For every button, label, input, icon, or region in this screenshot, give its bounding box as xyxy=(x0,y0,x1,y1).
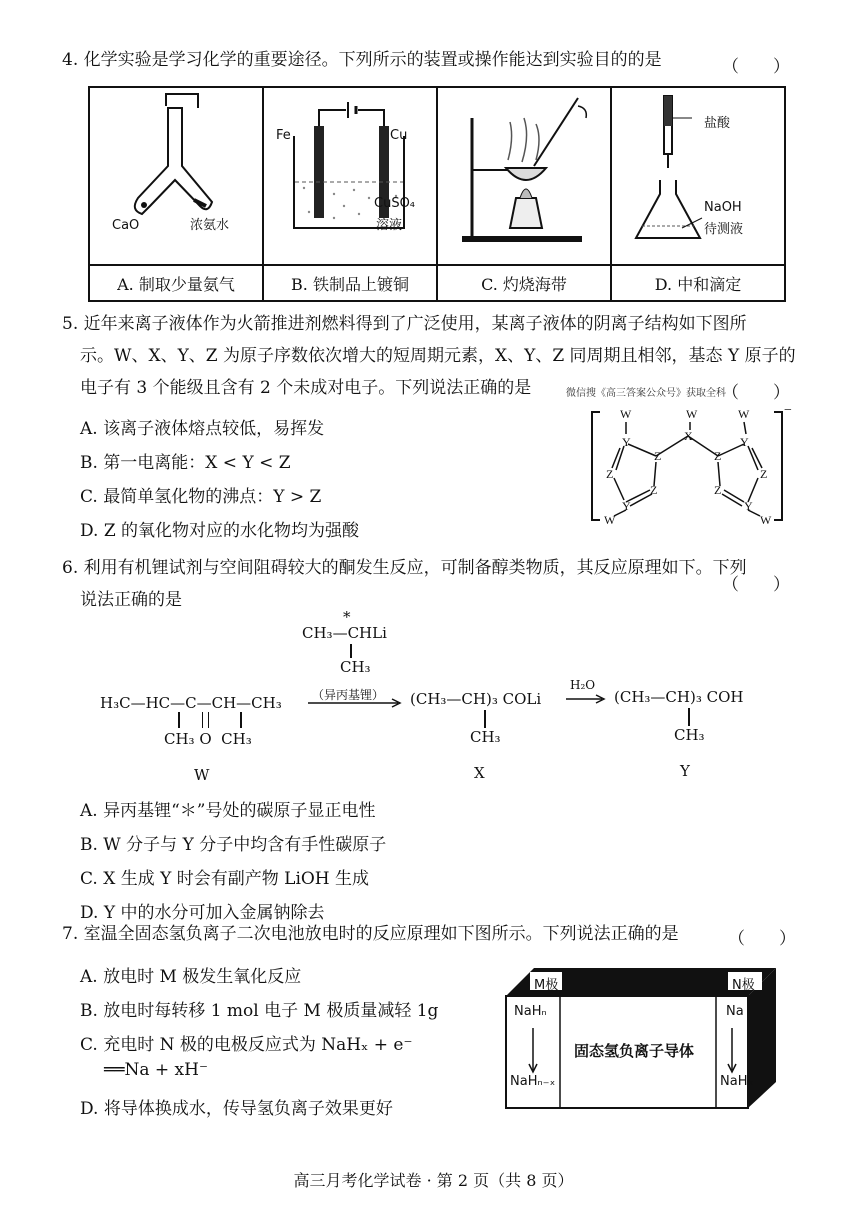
anion-charge: − xyxy=(784,403,792,418)
atom-z6: Z xyxy=(714,483,722,497)
caption-d: D. 中和滴定 xyxy=(611,265,785,301)
compound-y-sub: CH₃ xyxy=(674,726,705,744)
evaporating-dish-burner-icon xyxy=(438,88,610,264)
q7-stem: 7. 室温全固态氢负离子二次电池放电时的反应原理如下图所示。下列说法正确的是 xyxy=(62,924,679,944)
q5-stem-line1: 5. 近年来离子液体作为火箭推进剂燃料得到了广泛使用，某离子液体的阴离子结构如下图所 xyxy=(62,314,747,334)
reagent-name: （异丙基锂） xyxy=(312,688,385,702)
atom-y1: Y xyxy=(622,435,631,449)
q4-apparatus-table xyxy=(88,86,786,302)
q7-option-b: B. 放电时每转移 1 mol 电子 M 极质量减轻 1g xyxy=(80,1001,439,1021)
atom-w1: W xyxy=(620,407,632,421)
reagent-star: * xyxy=(343,608,351,626)
m-top-species: NaHₙ xyxy=(514,1004,547,1019)
apparatus-b xyxy=(264,88,436,264)
cu-label: Cu xyxy=(390,128,408,143)
n-bottom-species: NaHₓ xyxy=(720,1074,754,1089)
fe-label: Fe xyxy=(276,128,291,143)
reagent-formula: CH₃—CHLi xyxy=(302,624,387,642)
compound-y-main: (CH₃—CH)₃ COH xyxy=(614,688,744,706)
m-bottom-species: NaHₙ₋ₓ xyxy=(510,1074,556,1089)
solution-label: 溶液 xyxy=(376,218,403,233)
q5-answer-paren: （ ） xyxy=(722,383,790,403)
atom-z2: Z xyxy=(714,449,722,463)
q6-stem-line2: 说法正确的是 xyxy=(80,590,182,610)
atom-y3: Y xyxy=(622,499,631,513)
atom-x: X xyxy=(684,429,693,443)
atom-z5: Z xyxy=(650,483,658,497)
q6-stem-line1: 6. 利用有机锂试剂与空间阻碍较大的酮发生反应，可制备醇类物质，其反应原理如下。下列 xyxy=(62,558,747,578)
q7-option-d: D. 将导体换成水，传导氢负离子效果更好 xyxy=(80,1099,393,1119)
q7-option-a: A. 放电时 M 极发生氧化反应 xyxy=(80,967,302,987)
q5-stem-line2: 示。W、X、Y、Z 为原子序数依次增大的短周期元素，X、Y、Z 同周期且相邻，基态 Y 原子的 xyxy=(80,346,796,366)
water-label: H₂O xyxy=(570,678,596,692)
atom-y2: Y xyxy=(740,435,749,449)
q4-answer-paren: （ ） xyxy=(722,57,790,77)
compound-w-main: H₃C—HC—C—CH—CH₃ xyxy=(100,694,282,712)
y-bond xyxy=(688,708,690,726)
reaction-arrow-2 xyxy=(566,694,608,704)
reagent-methyl: CH₃ xyxy=(340,658,371,676)
q6-option-a: A. 异丙基锂“＊”号处的碳原子显正电性 xyxy=(80,801,376,821)
q6-option-b: B. W 分子与 Y 分子中均含有手性碳原子 xyxy=(80,835,387,855)
cao-label: CaO xyxy=(112,218,140,233)
compound-x-main: (CH₃—CH)₃ COLi xyxy=(410,690,542,708)
watermark-text: 微信搜《高三答案公众号》获取全科 xyxy=(566,388,726,399)
atom-w4: W xyxy=(604,513,616,527)
y-tube-icon xyxy=(90,88,262,264)
atom-w3: W xyxy=(738,407,750,421)
caption-b: B. 铁制品上镀铜 xyxy=(263,265,437,301)
q6-answer-paren: （ ） xyxy=(722,575,790,595)
apparatus-d xyxy=(612,88,784,264)
hcl-label: 盐酸 xyxy=(704,116,731,131)
q6-option-d: D. Y 中的水分可加入金属钠除去 xyxy=(80,903,325,923)
m-electrode-label: M极 xyxy=(534,978,559,993)
apparatus-c xyxy=(438,88,610,264)
q5-option-c: C. 最简单氢化物的沸点：Y > Z xyxy=(80,487,322,507)
apparatus-a xyxy=(90,88,262,264)
atom-z1: Z xyxy=(654,449,662,463)
analyte-label: 待测液 xyxy=(704,222,744,237)
caption-c: C. 灼烧海带 xyxy=(437,265,611,301)
compound-x-label: X xyxy=(474,764,485,782)
reaction-arrow-1 xyxy=(308,698,404,708)
q5-option-d: D. Z 的氧化物对应的水化物均为强酸 xyxy=(80,521,360,541)
electroplating-cell-icon xyxy=(264,88,436,264)
cuso4-label: CuSO₄ xyxy=(374,196,416,211)
page-footer: 高三月考化学试卷 · 第 2 页（共 8 页） xyxy=(293,1171,574,1190)
compound-w-label: W xyxy=(194,766,210,784)
compound-y-label: Y xyxy=(680,762,690,780)
q7-option-c-cont: ══Na + xH⁻ xyxy=(104,1060,208,1080)
q7-answer-paren: （ ） xyxy=(728,929,796,949)
reagent-bond xyxy=(350,644,352,658)
q7-option-c: C. 充电时 N 极的电极反应式为 NaHₓ + e⁻ xyxy=(80,1035,413,1055)
anion-structure-diagram xyxy=(590,404,790,528)
conductor-label: 固态氢负离子导体 xyxy=(574,1042,695,1060)
w-double-bond xyxy=(202,712,209,728)
n-top-species: Na xyxy=(726,1004,744,1019)
w-bond-1 xyxy=(178,712,180,728)
q6-option-c: C. X 生成 Y 时会有副产物 LiOH 生成 xyxy=(80,869,370,889)
titration-flask-icon xyxy=(612,88,784,264)
ammonia-label: 浓氨水 xyxy=(190,218,230,233)
w-bond-2 xyxy=(240,712,242,728)
caption-a: A. 制取少量氨气 xyxy=(89,265,263,301)
q5-stem-line3: 电子有 3 个能级且含有 2 个未成对电子。下列说法正确的是 xyxy=(80,378,532,398)
q4-stem: 4. 化学实验是学习化学的重要途径。下列所示的装置或操作能达到实验目的的是 xyxy=(62,50,662,70)
x-bond xyxy=(484,710,486,728)
compound-w-subs: CH₃ O CH₃ xyxy=(164,730,252,748)
n-electrode-label: N极 xyxy=(732,978,755,993)
q5-option-a: A. 该离子液体熔点较低，易挥发 xyxy=(80,419,325,439)
atom-w2: W xyxy=(686,407,698,421)
compound-x-sub: CH₃ xyxy=(470,728,501,746)
naoh-label: NaOH xyxy=(704,200,742,215)
atom-z3: Z xyxy=(606,467,614,481)
atom-w5: W xyxy=(760,513,772,527)
atom-z4: Z xyxy=(760,467,768,481)
q5-option-b: B. 第一电离能：X < Y < Z xyxy=(80,453,291,473)
atom-y4: Y xyxy=(744,499,753,513)
